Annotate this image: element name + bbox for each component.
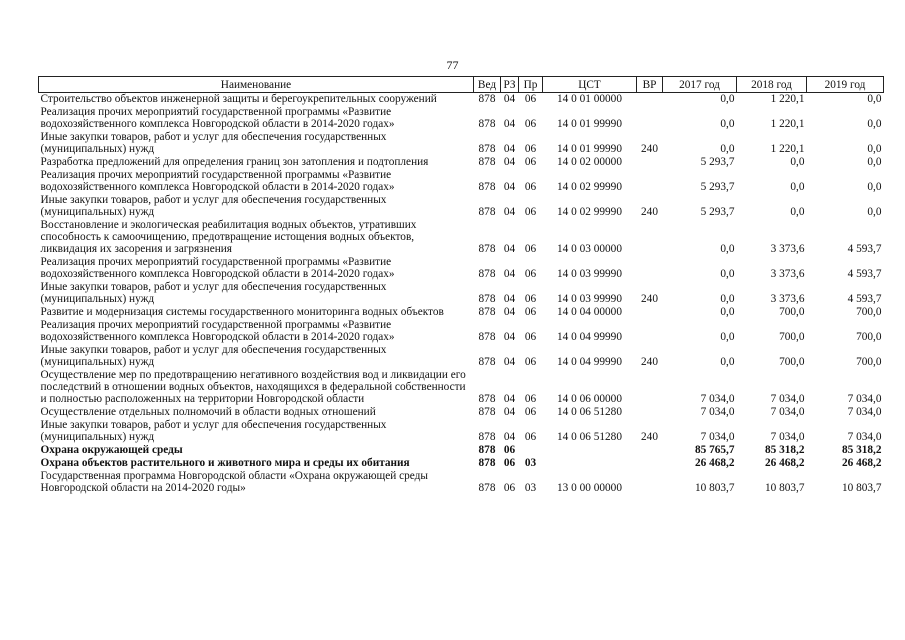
table-row [39,93,884,107]
row-2019: 4 593,7 [847,268,882,280]
row-name: Иные закупки товаров, работ и услуг для обеспечения государственных (муниципальных) нужд [40,419,387,443]
row-vr [637,256,663,281]
row-rz: 04 [503,431,516,443]
table-row [39,131,884,156]
row-rz: 04 [503,181,516,193]
row-rz: 04 [503,206,516,218]
row-2017: 0,0 [720,356,735,368]
row-2017: 5 293,7 [700,206,735,218]
row-pr: 06 [524,393,537,405]
table-row [39,194,884,219]
row-cst: 14 0 03 99990 [557,293,622,305]
row-name: Охрана объектов растительного и животного мира и среды их обитания [40,457,410,469]
row-ved: 878 [478,156,496,168]
header-vr: ВР [637,77,663,93]
table-row [39,369,884,406]
row-2018: 10 803,7 [764,482,805,494]
row-name: Реализация прочих мероприятий государственной программы «Развитие водохозяйственного комплекса Новгородской области в 2014-2020 годах» [40,169,395,193]
row-2017: 7 034,0 [700,393,735,405]
row-2019: 4 593,7 [847,293,882,305]
row-ved: 878 [478,482,496,494]
row-2019: 700,0 [856,306,882,318]
row-cst [543,444,637,457]
row-2017: 0,0 [720,306,735,318]
table-row [39,470,884,495]
row-rz: 06 [503,482,516,494]
row-name: Охрана окружающей среды [40,444,183,456]
row-name: Осуществление отдельных полномочий в области водных отношений [40,406,376,418]
row-vr [637,106,663,131]
row-ved: 878 [478,457,496,469]
row-rz: 04 [503,143,516,155]
table-row [39,344,884,369]
header-rz: РЗ [501,77,519,93]
table-row [39,156,884,169]
row-ved: 878 [478,331,496,343]
row-2019: 26 468,2 [841,457,882,469]
header-pr: Пр [519,77,543,93]
row-name: Разработка предложений для определения границ зон затопления и подтопления [40,156,429,168]
row-cst [543,457,637,470]
row-pr: 06 [524,406,537,418]
row-rz: 04 [503,331,516,343]
row-pr: 06 [524,431,537,443]
row-2019: 0,0 [867,206,882,218]
row-ved: 878 [478,268,496,280]
row-2019: 7 034,0 [847,393,882,405]
row-cst: 14 0 04 00000 [557,306,622,318]
row-vr [637,406,663,419]
row-vr [637,156,663,169]
row-ved: 878 [478,243,496,255]
table-body [39,93,884,496]
table-row [39,106,884,131]
row-2019: 0,0 [867,143,882,155]
table-row [39,319,884,344]
row-name: Реализация прочих мероприятий государственной программы «Развитие водохозяйственного комплекса Новгородской области в 2014-2020 годах» [40,319,395,343]
row-pr: 06 [524,293,537,305]
row-name: Иные закупки товаров, работ и услуг для обеспечения государственных (муниципальных) нужд [40,281,387,305]
row-name: Осуществление мер по предотвращению негативного воздействия вод и ликвидации его последствий в отношении водных объектов, находящихся в федеральной собственности и полностью расположенных на территории Новгородской области [40,369,466,405]
row-cst: 14 0 06 51280 [557,406,622,418]
header-2017: 2017 год [663,77,737,93]
row-2018: 7 034,0 [770,393,805,405]
row-2017: 85 765,7 [694,444,735,456]
row-2017: 0,0 [720,268,735,280]
row-2017: 0,0 [720,293,735,305]
row-name: Развитие и модернизация системы государственного мониторинга водных объектов [40,306,444,318]
budget-table [38,76,884,495]
row-2019: 0,0 [867,181,882,193]
row-vr [637,169,663,194]
row-ved: 878 [478,444,496,456]
table-row [39,419,884,444]
row-ved: 878 [478,206,496,218]
row-2018: 85 318,2 [764,444,805,456]
row-2018: 3 373,6 [770,293,805,305]
row-2019: 0,0 [867,93,882,105]
row-2018: 1 220,1 [770,93,805,105]
header-ved: Вед [474,77,501,93]
row-2018: 1 220,1 [770,143,805,155]
row-2017: 7 034,0 [700,431,735,443]
table-row [39,306,884,319]
row-2018: 700,0 [779,356,805,368]
row-2017: 0,0 [720,93,735,105]
header-cst: ЦСТ [543,77,637,93]
row-pr: 03 [524,482,537,494]
row-cst: 14 0 04 99990 [557,331,622,343]
row-vr: 240 [641,431,658,443]
row-name: Иные закупки товаров, работ и услуг для обеспечения государственных (муниципальных) нужд [40,131,387,155]
table-row [39,406,884,419]
row-pr: 06 [524,93,537,105]
row-name: Реализация прочих мероприятий государственной программы «Развитие водохозяйственного комплекса Новгородской области в 2014-2020 годах» [40,106,395,130]
row-ved: 878 [478,293,496,305]
row-2019: 700,0 [856,331,882,343]
row-pr: 06 [524,331,537,343]
row-name: Восстановление и экологическая реабилитация водных объектов, утративших способность к самоочищению, предотвращение истощения водных объектов, ликвидация их засорения и загрязнения [40,219,417,255]
row-vr: 240 [641,206,658,218]
row-cst: 14 0 01 00000 [557,93,622,105]
row-pr: 06 [524,118,537,130]
row-vr [637,369,663,406]
row-pr: 06 [524,243,537,255]
row-2019: 7 034,0 [847,406,882,418]
row-ved: 878 [478,393,496,405]
row-2019: 85 318,2 [841,444,882,456]
row-rz: 04 [503,93,516,105]
header-2019: 2019 год [807,77,884,93]
row-ved: 878 [478,118,496,130]
row-vr [637,444,663,457]
row-name: Иные закупки товаров, работ и услуг для обеспечения государственных (муниципальных) нужд [40,194,387,218]
row-cst: 14 0 04 99990 [557,356,622,368]
row-2017: 0,0 [720,118,735,130]
row-rz: 04 [503,243,516,255]
row-2018: 1 220,1 [770,118,805,130]
row-2017: 0,0 [720,331,735,343]
row-rz: 04 [503,356,516,368]
row-2017: 26 468,2 [694,457,735,469]
row-2017: 5 293,7 [700,181,735,193]
row-name: Реализация прочих мероприятий государственной программы «Развитие водохозяйственного комплекса Новгородской области в 2014-2020 годах» [40,256,395,280]
table-row [39,169,884,194]
row-ved: 878 [478,431,496,443]
row-2018: 700,0 [779,331,805,343]
row-2017: 10 803,7 [694,482,735,494]
row-pr: 06 [524,268,537,280]
header-2018: 2018 год [737,77,807,93]
row-name: Иные закупки товаров, работ и услуг для обеспечения государственных (муниципальных) нужд [40,344,387,368]
row-2019: 700,0 [856,356,882,368]
row-pr: 06 [524,306,537,318]
row-ved: 878 [478,306,496,318]
row-vr [637,457,663,470]
row-rz: 04 [503,406,516,418]
header-name: Наименование [39,77,474,93]
row-2018: 7 034,0 [770,406,805,418]
row-vr [637,93,663,107]
row-pr [519,444,543,457]
row-rz: 06 [503,457,516,469]
row-2019: 0,0 [867,118,882,130]
row-2018: 7 034,0 [770,431,805,443]
row-cst: 14 0 06 00000 [557,393,622,405]
row-vr [637,470,663,495]
table-row [39,281,884,306]
row-cst: 13 0 00 00000 [557,482,622,494]
row-2017: 7 034,0 [700,406,735,418]
row-rz: 04 [503,156,516,168]
page-number: 77 [446,58,459,72]
row-cst: 14 0 06 51280 [557,431,622,443]
table-row [39,457,884,470]
row-rz: 04 [503,293,516,305]
row-vr: 240 [641,356,658,368]
row-2018: 0,0 [790,206,805,218]
row-vr: 240 [641,293,658,305]
row-2019: 4 593,7 [847,243,882,255]
row-name: Строительство объектов инженерной защиты и берегоукрепительных сооружений [40,93,437,105]
row-cst: 14 0 01 99990 [557,143,622,155]
row-pr: 06 [524,156,537,168]
row-name: Государственная программа Новгородской области «Охрана окружающей среды Новгородской области на 2014-2020 годы» [40,470,428,494]
row-cst: 14 0 02 99990 [557,181,622,193]
row-2018: 26 468,2 [764,457,805,469]
row-vr [637,219,663,256]
row-ved: 878 [478,143,496,155]
row-2018: 3 373,6 [770,268,805,280]
row-2018: 0,0 [790,156,805,168]
row-2019: 0,0 [867,156,882,168]
row-2017: 0,0 [720,243,735,255]
table-row [39,256,884,281]
row-vr: 240 [641,143,658,155]
table-row [39,219,884,256]
row-cst: 14 0 01 99990 [557,118,622,130]
row-vr [637,319,663,344]
row-ved: 878 [478,356,496,368]
row-pr: 06 [524,181,537,193]
row-rz: 04 [503,118,516,130]
row-rz: 06 [503,444,516,456]
row-ved: 878 [478,93,496,105]
table-row [39,444,884,457]
row-2017: 0,0 [720,143,735,155]
row-2018: 0,0 [790,181,805,193]
row-ved: 878 [478,181,496,193]
row-rz: 04 [503,268,516,280]
row-2018: 700,0 [779,306,805,318]
row-pr: 06 [524,143,537,155]
row-ved: 878 [478,406,496,418]
row-rz: 04 [503,306,516,318]
row-cst: 14 0 03 00000 [557,243,622,255]
table-header-row [39,77,884,93]
row-2019: 10 803,7 [841,482,882,494]
row-pr: 03 [524,457,537,469]
row-cst: 14 0 02 00000 [557,156,622,168]
row-2019: 7 034,0 [847,431,882,443]
row-pr: 06 [524,356,537,368]
row-cst: 14 0 02 99990 [557,206,622,218]
row-pr: 06 [524,206,537,218]
row-2018: 3 373,6 [770,243,805,255]
row-cst: 14 0 03 99990 [557,268,622,280]
row-rz: 04 [503,393,516,405]
row-vr [637,306,663,319]
budget-table-container [38,76,883,495]
row-2017: 5 293,7 [700,156,735,168]
